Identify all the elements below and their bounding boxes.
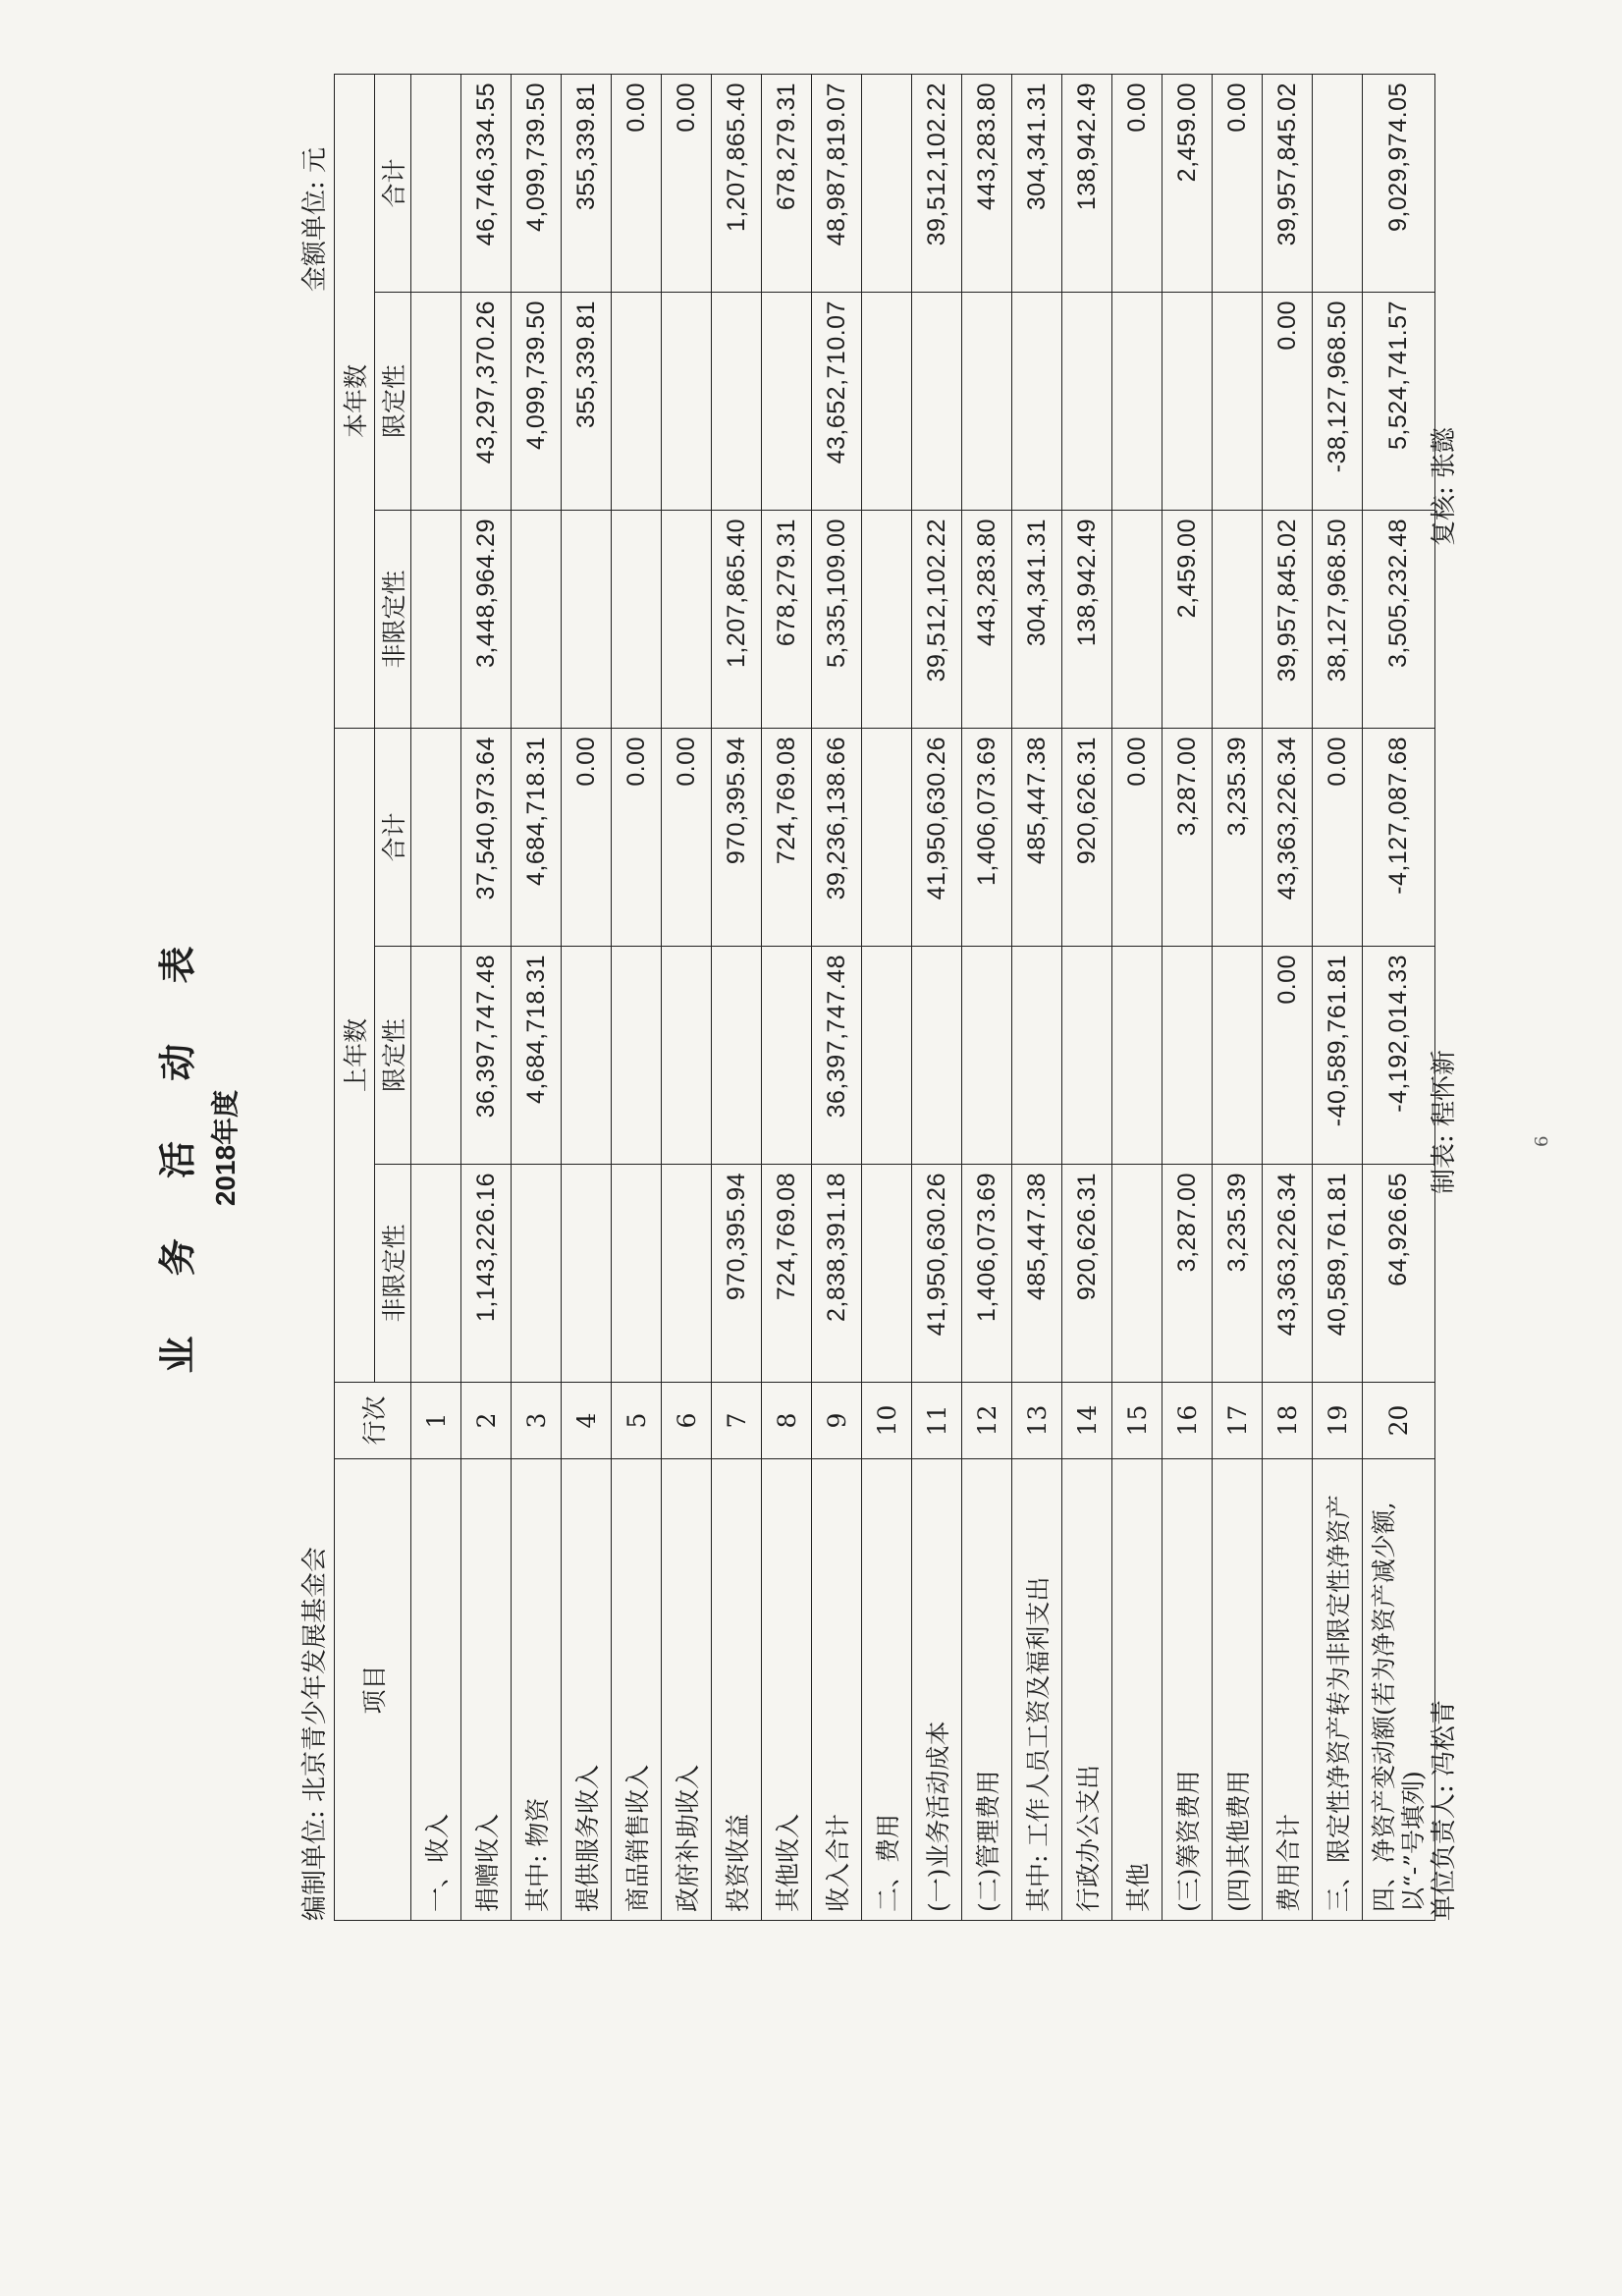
cell-pr: 0.00 (1263, 947, 1313, 1165)
header-prev-total: 合计 (375, 729, 411, 947)
cell-cr (712, 293, 762, 511)
cell-cu: 304,341.31 (1012, 511, 1062, 729)
cell-cu: 5,335,109.00 (812, 511, 862, 729)
report-year: 2018年度 (210, 1089, 241, 1207)
cell-pu (862, 1165, 912, 1383)
cell-cu (1213, 511, 1263, 729)
table-row (1012, 75, 1062, 1921)
activity-table (334, 74, 1435, 1921)
cell-pr (1162, 947, 1213, 1165)
preparing-unit: 编制单位: 北京青少年发展基金会 (300, 1546, 330, 1921)
cell-pt (862, 729, 912, 947)
table-row (1263, 75, 1313, 1921)
table-row (862, 75, 912, 1921)
cell-pr: 36,397,747.48 (812, 947, 862, 1165)
row-item-label: 行政办公支出 (1062, 1459, 1112, 1921)
table-row (962, 75, 1012, 1921)
cell-pt: 37,540,973.64 (461, 729, 512, 947)
row-item-label: (四)其他费用 (1213, 1459, 1263, 1921)
table-row (1112, 75, 1162, 1921)
cell-pr: 4,684,718.31 (512, 947, 562, 1165)
row-item-label: 政府补助收入 (662, 1459, 712, 1921)
row-number: 5 (612, 1383, 662, 1459)
cell-pt: 0.00 (562, 729, 612, 947)
cell-pu: 40,589,761.81 (1313, 1165, 1363, 1383)
row-number: 16 (1162, 1383, 1213, 1459)
cell-cr (1012, 293, 1062, 511)
cell-cu (562, 511, 612, 729)
cell-ct: 1,207,865.40 (712, 75, 762, 293)
cell-pr (562, 947, 612, 1165)
cell-cu: 2,459.00 (1162, 511, 1213, 729)
cell-pt: -4,127,087.68 (1363, 729, 1435, 947)
cell-pu (512, 1165, 562, 1383)
row-item-label: 商品销售收入 (612, 1459, 662, 1921)
cell-pr (411, 947, 461, 1165)
table-row (1213, 75, 1263, 1921)
row-number: 6 (662, 1383, 712, 1459)
cell-cr: 4,099,739.50 (512, 293, 562, 511)
amount-unit: 金额单位: 元 (300, 147, 330, 293)
header-item: 项目 (335, 1459, 411, 1921)
cell-pu: 485,447.38 (1012, 1165, 1062, 1383)
cell-ct: 48,987,819.07 (812, 75, 862, 293)
cell-pu: 2,838,391.18 (812, 1165, 862, 1383)
cell-cu (862, 511, 912, 729)
reviewer: 复核: 张懿 (1430, 426, 1459, 546)
cell-pr: -4,192,014.33 (1363, 947, 1435, 1165)
cell-pt: 39,236,138.66 (812, 729, 862, 947)
table-row (411, 75, 461, 1921)
row-number: 4 (562, 1383, 612, 1459)
cell-cr (862, 293, 912, 511)
cell-cr (962, 293, 1012, 511)
cell-pu: 724,769.08 (762, 1165, 812, 1383)
cell-cr (1112, 293, 1162, 511)
table-row (562, 75, 612, 1921)
cell-cr (1062, 293, 1112, 511)
cell-ct: 443,283.80 (962, 75, 1012, 293)
cell-cu (512, 511, 562, 729)
table-row (1313, 75, 1363, 1921)
cell-ct: 46,746,334.55 (461, 75, 512, 293)
row-number: 1 (411, 1383, 461, 1459)
cell-pr (662, 947, 712, 1165)
row-number: 13 (1012, 1383, 1062, 1459)
cell-cu (662, 511, 712, 729)
cell-pu: 1,406,073.69 (962, 1165, 1012, 1383)
row-item-label: 二、费用 (862, 1459, 912, 1921)
cell-ct: 4,099,739.50 (512, 75, 562, 293)
cell-pr (1062, 947, 1112, 1165)
cell-pt (411, 729, 461, 947)
table-row (762, 75, 812, 1921)
cell-pr (712, 947, 762, 1165)
cell-pt: 724,769.08 (762, 729, 812, 947)
row-item-label: 捐赠收入 (461, 1459, 512, 1921)
table-row (1363, 75, 1435, 1921)
cell-cr: -38,127,968.50 (1313, 293, 1363, 511)
row-number: 9 (812, 1383, 862, 1459)
row-item-label: 一、收入 (411, 1459, 461, 1921)
cell-pr (1012, 947, 1062, 1165)
cell-pu (1112, 1165, 1162, 1383)
header-curr-total: 合计 (375, 75, 411, 293)
row-number: 7 (712, 1383, 762, 1459)
cell-pr: -40,589,761.81 (1313, 947, 1363, 1165)
cell-pu: 41,950,630.26 (912, 1165, 962, 1383)
cell-pt: 920,626.31 (1062, 729, 1112, 947)
cell-ct (411, 75, 461, 293)
cell-cr (612, 293, 662, 511)
row-item-label: 收入合计 (812, 1459, 862, 1921)
table-row (1162, 75, 1213, 1921)
row-number: 10 (862, 1383, 912, 1459)
row-item-label: 其他收入 (762, 1459, 812, 1921)
cell-pr (1213, 947, 1263, 1165)
cell-pt: 0.00 (1313, 729, 1363, 947)
cell-pu: 920,626.31 (1062, 1165, 1112, 1383)
row-number: 8 (762, 1383, 812, 1459)
row-item-label: (一)业务活动成本 (912, 1459, 962, 1921)
cell-pr (962, 947, 1012, 1165)
cell-cu (1112, 511, 1162, 729)
header-prev-unrestricted: 非限定性 (375, 1165, 411, 1383)
cell-cu: 39,512,102.22 (912, 511, 962, 729)
cell-pu: 970,395.94 (712, 1165, 762, 1383)
cell-ct: 39,957,845.02 (1263, 75, 1313, 293)
table-row (662, 75, 712, 1921)
preparer: 制表: 程怀新 (1430, 1049, 1459, 1194)
row-item-label: (二)管理费用 (962, 1459, 1012, 1921)
row-item-label: 三、限定性净资产转为非限定性净资产 (1313, 1459, 1363, 1921)
cell-cr (411, 293, 461, 511)
cell-pt: 970,395.94 (712, 729, 762, 947)
cell-pt: 3,235.39 (1213, 729, 1263, 947)
cell-ct: 39,512,102.22 (912, 75, 962, 293)
cell-cu: 138,942.49 (1062, 511, 1112, 729)
cell-cr (1162, 293, 1213, 511)
table-row (612, 75, 662, 1921)
cell-pu: 3,287.00 (1162, 1165, 1213, 1383)
table-row (512, 75, 562, 1921)
cell-cu: 39,957,845.02 (1263, 511, 1313, 729)
table-row (1062, 75, 1112, 1921)
row-item-label: 四、净资产变动额(若为净资产减少额,以“-”号填列) (1363, 1459, 1435, 1921)
header-curr-unrestricted: 非限定性 (375, 511, 411, 729)
cell-ct: 355,339.81 (562, 75, 612, 293)
row-number: 11 (912, 1383, 962, 1459)
cell-pu: 1,143,226.16 (461, 1165, 512, 1383)
row-item-label: 其中: 物资 (512, 1459, 562, 1921)
cell-pt: 0.00 (662, 729, 712, 947)
cell-pu (411, 1165, 461, 1383)
cell-pt: 0.00 (1112, 729, 1162, 947)
cell-cu: 1,207,865.40 (712, 511, 762, 729)
cell-cr (662, 293, 712, 511)
cell-cu (411, 511, 461, 729)
cell-pt: 41,950,630.26 (912, 729, 962, 947)
cell-ct (862, 75, 912, 293)
cell-pt: 485,447.38 (1012, 729, 1062, 947)
cell-pu (562, 1165, 612, 1383)
cell-pr (762, 947, 812, 1165)
table-row (812, 75, 862, 1921)
row-item-label: (三)筹资费用 (1162, 1459, 1213, 1921)
header-prev-year: 上年数 (335, 729, 375, 1383)
header-prev-restricted: 限定性 (375, 947, 411, 1165)
row-number: 18 (1263, 1383, 1313, 1459)
row-number: 14 (1062, 1383, 1112, 1459)
cell-ct (1313, 75, 1363, 293)
header-curr-restricted: 限定性 (375, 293, 411, 511)
table-row (912, 75, 962, 1921)
page-number: 6 (1532, 1135, 1552, 1147)
cell-cr (1213, 293, 1263, 511)
cell-cr: 0.00 (1263, 293, 1313, 511)
row-number: 19 (1313, 1383, 1363, 1459)
row-item-label: 其中: 工作人员工资及福利支出 (1012, 1459, 1062, 1921)
cell-pt: 1,406,073.69 (962, 729, 1012, 947)
row-number: 3 (512, 1383, 562, 1459)
row-item-label: 其他 (1112, 1459, 1162, 1921)
row-item-label: 费用合计 (1263, 1459, 1313, 1921)
cell-ct: 0.00 (662, 75, 712, 293)
cell-cu: 443,283.80 (962, 511, 1012, 729)
cell-ct: 9,029,974.05 (1363, 75, 1435, 293)
table-row (461, 75, 512, 1921)
cell-cr: 5,524,741.57 (1363, 293, 1435, 511)
cell-cu: 3,448,964.29 (461, 511, 512, 729)
header-row-number: 行次 (335, 1383, 411, 1459)
cell-ct: 678,279.31 (762, 75, 812, 293)
report-title: 业 务 活 动 表 (155, 922, 199, 1374)
cell-pr (912, 947, 962, 1165)
cell-cu: 3,505,232.48 (1363, 511, 1435, 729)
cell-pr: 36,397,747.48 (461, 947, 512, 1165)
cell-pt: 3,287.00 (1162, 729, 1213, 947)
cell-pr (1112, 947, 1162, 1165)
cell-pr (862, 947, 912, 1165)
row-item-label: 投资收益 (712, 1459, 762, 1921)
cell-ct: 138,942.49 (1062, 75, 1112, 293)
table-row (712, 75, 762, 1921)
cell-cu: 678,279.31 (762, 511, 812, 729)
cell-cu (612, 511, 662, 729)
row-number: 20 (1363, 1383, 1435, 1459)
cell-cr (912, 293, 962, 511)
cell-ct: 2,459.00 (1162, 75, 1213, 293)
cell-ct: 304,341.31 (1012, 75, 1062, 293)
cell-cr (762, 293, 812, 511)
cell-pu: 3,235.39 (1213, 1165, 1263, 1383)
cell-pt: 4,684,718.31 (512, 729, 562, 947)
cell-cr: 43,297,370.26 (461, 293, 512, 511)
cell-ct: 0.00 (1112, 75, 1162, 293)
row-number: 12 (962, 1383, 1012, 1459)
cell-pu (612, 1165, 662, 1383)
cell-pt: 43,363,226.34 (1263, 729, 1313, 947)
cell-cr: 355,339.81 (562, 293, 612, 511)
table-body (411, 75, 1435, 1921)
row-item-label: 提供服务收入 (562, 1459, 612, 1921)
row-number: 15 (1112, 1383, 1162, 1459)
cell-pr (612, 947, 662, 1165)
cell-ct: 0.00 (1213, 75, 1263, 293)
header-curr-year: 本年数 (335, 75, 375, 729)
cell-ct: 0.00 (612, 75, 662, 293)
cell-pu: 64,926.65 (1363, 1165, 1435, 1383)
cell-pu (662, 1165, 712, 1383)
cell-pu: 43,363,226.34 (1263, 1165, 1313, 1383)
row-number: 2 (461, 1383, 512, 1459)
cell-pt: 0.00 (612, 729, 662, 947)
cell-cu: 38,127,968.50 (1313, 511, 1363, 729)
row-number: 17 (1213, 1383, 1263, 1459)
responsible-person: 单位负责人: 冯松青 (1430, 1699, 1459, 1921)
cell-cr: 43,652,710.07 (812, 293, 862, 511)
